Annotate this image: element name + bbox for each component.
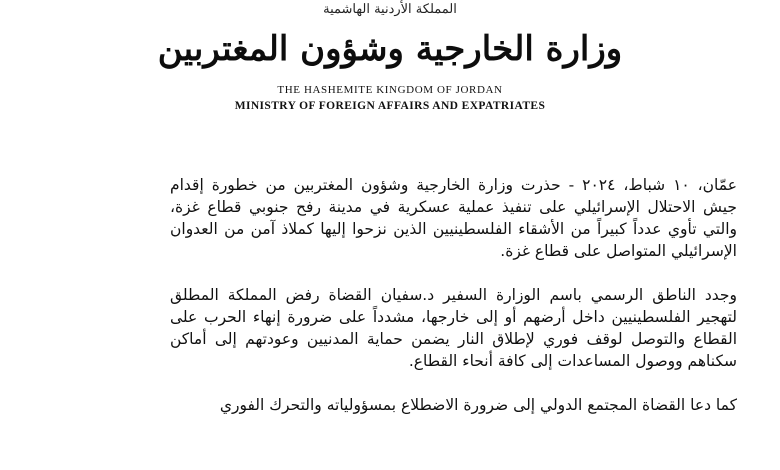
ministry-name-arabic-calligraphy: وزارة الخارجية وشؤون المغتربين <box>157 29 623 69</box>
statement-paragraph-1: عمّان، ١٠ شباط، ٢٠٢٤ - حذرت وزارة الخارجية وشؤون المغتربين من خطورة إقدام جيش الاحتلال الإسرائيلي على تنفيذ عملية عسكرية في مدينة رفح جنوبي قطاع غزة، والتي تأوي عدداً كبيراً من الأشقاء الفلسطينيين الذين نزحوا إليها كملاذ آمن من العدوان الإسرائيلي المتواصل على قطاع غزة. <box>170 176 737 260</box>
kingdom-name-arabic: المملكة الأردنية الهاشمية <box>323 2 457 17</box>
statement-paragraph-3: كما دعا القضاة المجتمع الدولي إلى ضرورة الاضطلاع بمسؤولياته والتحرك الفوري <box>219 396 737 414</box>
letterhead <box>0 0 780 130</box>
kingdom-name-english: THE HASHEMITE KINGDOM OF JORDAN <box>277 84 503 96</box>
ministry-name-english: MINISTRY OF FOREIGN AFFAIRS AND EXPATRIATES <box>234 100 546 112</box>
statement-paragraph-2: وجدد الناطق الرسمي باسم الوزارة السفير د.سفيان القضاة رفض المملكة المطلق لتهجير الفلسطينيين داخل أرضهم أو إلى خارجها، مشدداً على ضرورة إنهاء الحرب على القطاع والتوصل لوقف فوري لإطلاق النار يضمن حماية المدنيين وعودتهم إلى أماكن سكناهم ووصول المساعدات إلى كافة أنحاء القطاع. <box>170 286 737 370</box>
statement-body <box>170 174 737 438</box>
